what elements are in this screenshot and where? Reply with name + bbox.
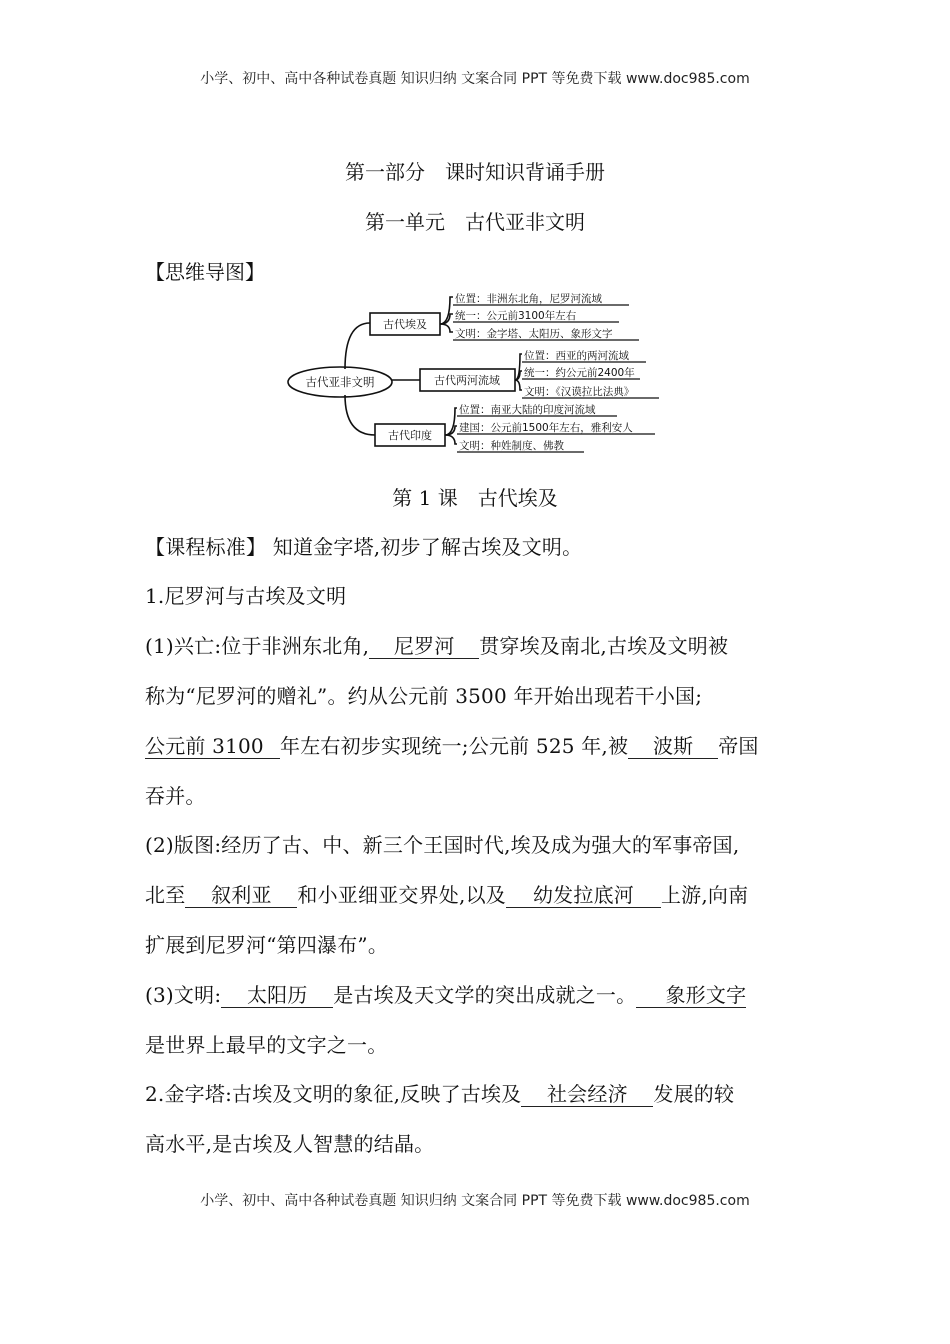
- leaf-india-founding: 建国：公元前1500年左右，雅利安人: [459, 422, 633, 434]
- paragraph-2-line-3: 扩展到尼罗河“第四瀑布”。: [145, 933, 389, 957]
- leaf-india-location: 位置：南亚大陆的印度河流域: [459, 404, 596, 416]
- branch-label-india: 古代印度: [388, 429, 432, 442]
- standard-label: 【课程标准】: [145, 535, 267, 559]
- unit-title: 第一单元 古代亚非文明: [365, 210, 585, 234]
- standard-text: 知道金字塔,初步了解古埃及文明。: [272, 535, 583, 559]
- text-segment: 北至: [145, 883, 186, 907]
- paragraph-1-line-3: [145, 730, 815, 759]
- paragraph-1-line-2: 称为“尼罗河的赠礼”。约从公元前 3500 年开始出现若干小国;: [145, 684, 703, 708]
- course-standard: [145, 531, 815, 560]
- leaf-egypt-civilization: 文明：金字塔、太阳历、象形文字: [455, 328, 613, 340]
- part-title: 第一部分 课时知识背诵手册: [345, 160, 605, 184]
- paragraph-2-line-2: [145, 879, 815, 908]
- page-header: 小学、初中、高中各种试卷真题 知识归纳 文案合同 PPT 等免费下载 www.doc985.com: [200, 71, 750, 87]
- page-footer: 小学、初中、高中各种试卷真题 知识归纳 文案合同 PPT 等免费下载 www.doc985.com: [200, 1193, 750, 1209]
- fill-blank-answer: 社会经济: [521, 1083, 653, 1107]
- fill-blank-answer: 尼罗河: [369, 635, 479, 659]
- leaf-mesopotamia-unification: 统一：约公元前2400年: [524, 367, 635, 379]
- paragraph-4-line-2: 高水平,是古埃及人智慧的结晶。: [145, 1132, 435, 1156]
- paragraph-4-line-1: [145, 1078, 815, 1107]
- leaf-egypt-location: 位置：非洲东北角，尼罗河流域: [455, 293, 602, 305]
- section-1-title: 1.尼罗河与古埃及文明: [145, 584, 347, 608]
- lesson-title: 第 1 课 古代埃及: [392, 486, 558, 510]
- text-segment: 年左右初步实现统一;公元前 525 年,被: [280, 734, 629, 758]
- text-segment: 和小亚细亚交界处,以及: [297, 883, 506, 907]
- paragraph-2-line-1: (2)版图:经历了古、中、新三个王国时代,埃及成为强大的军事帝国,: [145, 833, 740, 857]
- fill-blank-answer: 公元前 3100: [145, 735, 280, 759]
- text-segment: (1)兴亡:位于非洲东北角,: [145, 634, 370, 658]
- leaf-india-civilization: 文明：种姓制度、佛教: [459, 440, 564, 452]
- text-segment: 贯穿埃及南北,古埃及文明被: [479, 634, 729, 658]
- text-segment: 发展的较: [653, 1082, 735, 1106]
- fill-blank-answer: 叙利亚: [185, 884, 297, 908]
- text-segment: (3)文明:: [145, 983, 222, 1007]
- paragraph-3-line-2: 是世界上最早的文字之一。: [145, 1033, 388, 1057]
- fill-blank-answer: 太阳历: [221, 984, 333, 1008]
- paragraph-1-line-1: [145, 630, 815, 659]
- mind-map-heading: 【思维导图】: [145, 260, 265, 284]
- branch-label-egypt: 古代埃及: [383, 318, 427, 331]
- mind-map: [285, 285, 675, 455]
- text-segment: 是古埃及天文学的突出成就之一。: [333, 983, 637, 1007]
- text-segment: 上游,向南: [660, 883, 749, 907]
- leaf-mesopotamia-location: 位置：西亚的两河流域: [524, 350, 629, 362]
- center-node-label: 古代亚非文明: [305, 375, 375, 389]
- leaf-egypt-unification: 统一：公元前3100年左右: [455, 310, 577, 322]
- leaf-mesopotamia-civilization: 文明：《汉谟拉比法典》: [524, 386, 635, 398]
- text-segment: 帝国: [718, 734, 759, 758]
- paragraph-1-line-4: 吞并。: [145, 784, 206, 808]
- fill-blank-answer: 波斯: [628, 735, 718, 759]
- fill-blank-answer: 幼发拉底河: [506, 884, 661, 908]
- fill-blank-answer: 象形文字: [636, 984, 746, 1008]
- text-segment: 2.金字塔:古埃及文明的象征,反映了古埃及: [145, 1082, 522, 1106]
- branch-label-mesopotamia: 古代两河流域: [434, 374, 500, 387]
- paragraph-3-line-1: [145, 979, 815, 1008]
